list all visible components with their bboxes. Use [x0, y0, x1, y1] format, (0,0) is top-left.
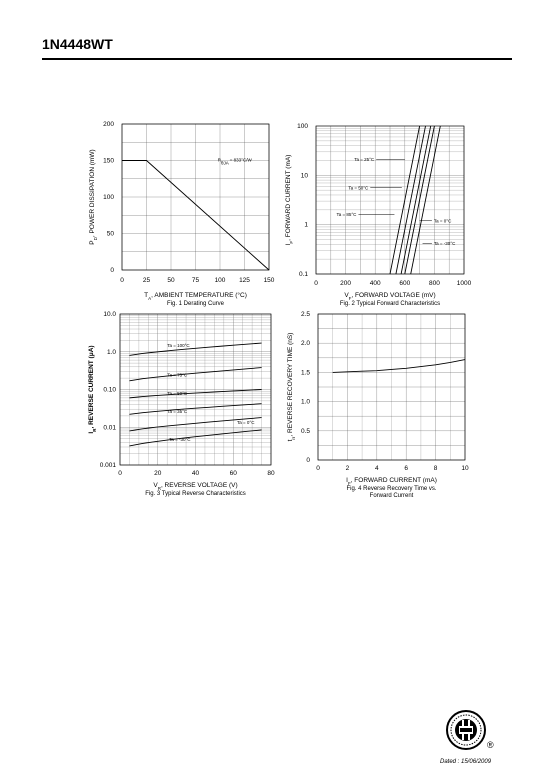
- fig2-x-axis-label: $V_F$, FORWARD VOLTAGE (mV): [344, 292, 436, 301]
- fig4-y-tick-label: 2.0: [300, 340, 310, 348]
- fig1-x-tick-label: 100: [214, 277, 226, 284]
- fig2-y-tick-label: 100: [297, 123, 308, 130]
- fig4-x-tick-label: 2: [345, 465, 350, 472]
- fig3-series-label: Ta = 75°C: [167, 372, 188, 378]
- fig3-y-tick-label: 0.10: [103, 386, 116, 394]
- fig3-x-tick-label: 40: [191, 470, 200, 477]
- fig1-y-tick-label: 200: [103, 121, 114, 128]
- fig2-x-tick-label: 0: [314, 280, 318, 287]
- fig4-caption-line-2: Forward Current: [369, 493, 414, 499]
- fig4-y-tick-label: 0: [306, 457, 310, 464]
- fig2-caption: Fig. 2 Typical Forward Characteristics: [339, 301, 441, 307]
- fig2-y-tick-label: 10: [300, 172, 308, 180]
- fig1-x-tick-label: 75: [191, 277, 200, 284]
- fig2-series-label: Ta = 85°C: [336, 212, 357, 218]
- fig4-y-tick-label: 0.5: [300, 427, 310, 435]
- fig3-y-tick-label: 1.0: [106, 348, 116, 356]
- fig3-caption: Fig. 3 Typical Reverse Characteristics: [145, 491, 246, 497]
- fig3-series-label: Ta = 0°C: [237, 419, 255, 425]
- fig3-series-label: Ta = 100°C: [167, 343, 190, 349]
- registered-mark: ®: [487, 740, 494, 750]
- fig1-caption: Fig. 1 Derating Curve: [166, 301, 225, 307]
- fig2-y-axis-label: $I_F$, FORWARD CURRENT (mA): [285, 154, 294, 246]
- fig4-x-axis-label: $I_F$, FORWARD CURRENT (mA): [346, 477, 437, 486]
- fig4-y-tick-label: 1.5: [300, 369, 310, 377]
- fig2-x-tick-label: 1000: [456, 280, 472, 287]
- fig1-x-tick-label: 0: [120, 277, 124, 284]
- fig2-y-tick-label: 1: [304, 221, 308, 229]
- fig4-x-tick-label: 6: [404, 465, 409, 472]
- fig1-x-tick-label: 25: [142, 277, 151, 284]
- fig1-y-tick-label: 50: [106, 230, 114, 238]
- fig4-series-line: [333, 360, 465, 373]
- fig2-x-tick-label: 400: [369, 280, 381, 287]
- fig4-x-tick-label: 0: [316, 465, 320, 472]
- fig3-y-tick-label: 0.01: [103, 424, 116, 432]
- fig3-x-tick-label: 0: [118, 470, 122, 477]
- fig3-y-tick-label: 10.0: [103, 311, 116, 318]
- fig4-y-tick-label: 2.5: [300, 311, 310, 318]
- fig4-x-tick-label: 10: [461, 465, 469, 472]
- fig3-x-tick-label: 60: [229, 470, 237, 477]
- fig4-x-tick-label: 8: [433, 465, 438, 472]
- fig1-x-tick-label: 50: [167, 277, 175, 284]
- fig2-series-line: [396, 126, 426, 274]
- fig2-series-line: [401, 126, 431, 274]
- fig1-x-axis-label: $T_A$, AMBIENT TEMPERATURE (°C): [144, 292, 247, 301]
- fig3-x-tick-label: 20: [154, 470, 162, 477]
- part-number-title: 1N4448WT: [42, 36, 113, 52]
- fig1-x-tick-label: 150: [263, 277, 275, 284]
- fig3-x-axis-label: $V_R$, REVERSE VOLTAGE (V): [153, 482, 238, 491]
- fig2-y-tick-label: 0.1: [298, 271, 308, 278]
- fig3-y-tick-label: 0.001: [99, 462, 116, 469]
- fig1-y-axis-label: $P_D$, POWER DISSIPATION (mW): [89, 149, 98, 245]
- fig4-y-axis-label: $t_{rr}$, REVERSE RECOVERY TIME (nS): [287, 332, 296, 442]
- fig2-series-label: Ta = -30°C: [433, 240, 456, 246]
- fig2-series-label: Ta = 0°C: [433, 218, 452, 224]
- fig1-x-tick-label: 125: [239, 277, 250, 284]
- fig2-x-tick-label: 600: [399, 280, 411, 287]
- fig3-series-label: Ta = 35°C: [167, 409, 188, 415]
- fig2-series-label: Ta = 25°C: [354, 156, 375, 162]
- fig4-caption: Fig. 4 Reverse Recovery Time vs.: [346, 486, 437, 492]
- fig3-series-label: Ta = -30°C: [169, 437, 191, 443]
- fig1-y-tick-label: 0: [110, 267, 114, 274]
- fig4-x-tick-label: 4: [374, 465, 379, 472]
- fig4-y-tick-label: 1.0: [300, 398, 310, 406]
- fig1-y-tick-label: 150: [103, 157, 114, 165]
- fig2-series-label: Ta = 50°C: [348, 185, 369, 191]
- fig2-x-tick-label: 200: [340, 280, 352, 287]
- company-logo-icon: [444, 708, 492, 756]
- fig1-y-tick-label: 100: [103, 194, 114, 201]
- fig3-x-tick-label: 80: [267, 470, 275, 477]
- fig3-y-axis-label: $I_R$, REVERSE CURRENT (μA): [88, 345, 97, 434]
- fig1-annotation-label: $R_{\theta JA} = 833^\circ C/W$: [217, 157, 252, 165]
- fig3-series-label: Ta = 50°C: [167, 391, 188, 397]
- fig2-x-tick-label: 800: [428, 280, 440, 287]
- date-stamp: Dated : 15/06/2009: [440, 759, 492, 765]
